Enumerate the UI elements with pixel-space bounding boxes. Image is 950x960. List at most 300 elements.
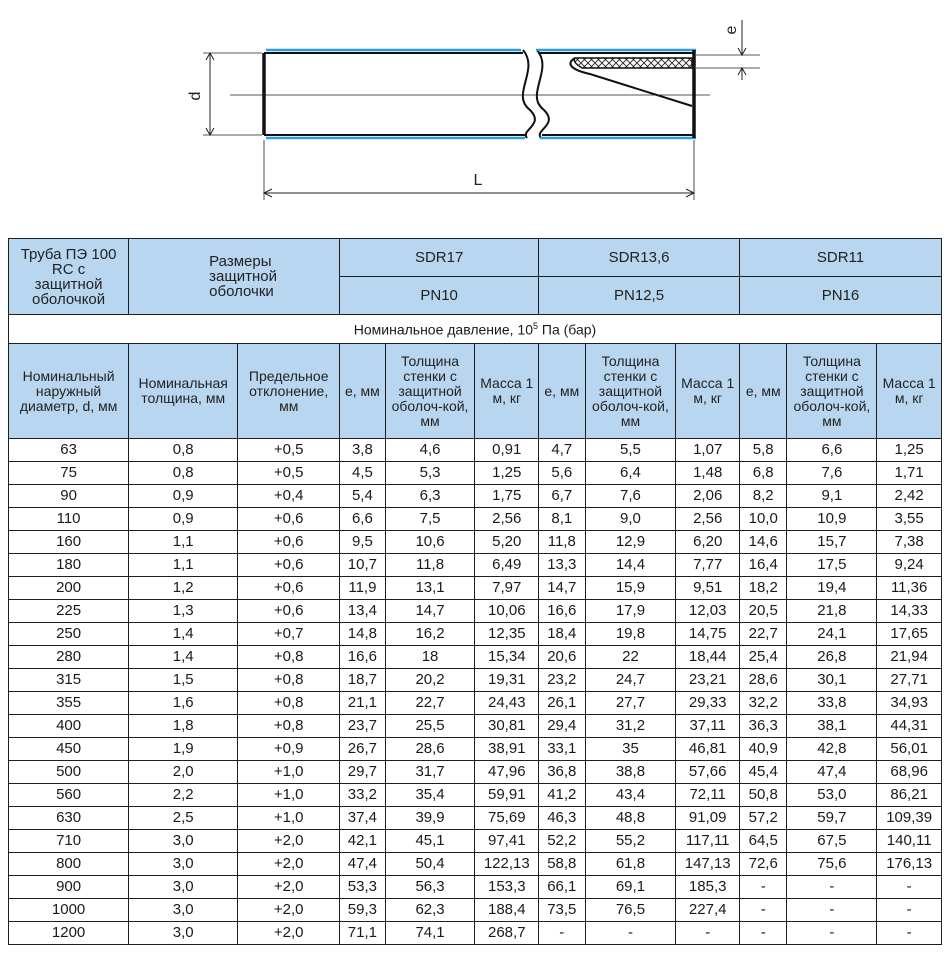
header-pn12-5: PN12,5: [539, 277, 740, 315]
table-row: [9, 830, 942, 853]
table-cell: 30,1: [787, 669, 877, 692]
table-cell: +0,5: [238, 462, 340, 485]
table-cell: +0,6: [238, 508, 340, 531]
table-cell: 4,7: [539, 439, 585, 462]
table-cell: 0,91: [475, 439, 539, 462]
header-sdr17: SDR17: [340, 239, 539, 277]
table-cell: 3,55: [877, 508, 942, 531]
table-cell: 55,2: [585, 830, 676, 853]
table-cell: 14,7: [385, 600, 475, 623]
table-cell: 33,2: [340, 784, 385, 807]
table-cell: -: [877, 899, 942, 922]
table-cell: 5,6: [539, 462, 585, 485]
table-cell: 13,4: [340, 600, 385, 623]
table-cell: 50,8: [740, 784, 787, 807]
table-cell: 18,2: [740, 577, 787, 600]
table-cell: 14,75: [676, 623, 740, 646]
table-cell: 11,8: [385, 554, 475, 577]
pipe-drawing: [0, 0, 950, 230]
table-cell: 10,06: [475, 600, 539, 623]
table-cell: 2,06: [676, 485, 740, 508]
table-cell: 10,9: [787, 508, 877, 531]
table-cell: 72,11: [676, 784, 740, 807]
table-cell: 33,8: [787, 692, 877, 715]
table-cell: 14,4: [585, 554, 676, 577]
table-cell: 39,9: [385, 807, 475, 830]
table-cell: +1,0: [238, 807, 340, 830]
table-cell: 22,7: [740, 623, 787, 646]
table-row: [9, 899, 942, 922]
table-cell: 86,21: [877, 784, 942, 807]
table-cell: 23,7: [340, 715, 385, 738]
table-cell: 27,71: [877, 669, 942, 692]
table-cell: 36,3: [740, 715, 787, 738]
table-cell: 19,4: [787, 577, 877, 600]
table-row: [9, 738, 942, 761]
table-cell: -: [585, 922, 676, 945]
table-cell: 46,81: [676, 738, 740, 761]
table-cell: +1,0: [238, 784, 340, 807]
table-row: [9, 646, 942, 669]
table-cell: +0,8: [238, 692, 340, 715]
table-cell: 91,09: [676, 807, 740, 830]
table-cell: 43,4: [585, 784, 676, 807]
table-cell: 38,8: [585, 761, 676, 784]
table-cell: +0,7: [238, 623, 340, 646]
table-cell: 68,96: [877, 761, 942, 784]
table-row: [9, 807, 942, 830]
table-cell: 47,4: [340, 853, 385, 876]
table-cell: 16,6: [340, 646, 385, 669]
table-row: [9, 600, 942, 623]
table-cell: 19,31: [475, 669, 539, 692]
table-cell: +0,5: [238, 439, 340, 462]
table-cell: +0,6: [238, 577, 340, 600]
table-cell: 23,2: [539, 669, 585, 692]
table-cell: 1,9: [129, 738, 238, 761]
table-cell: 11,9: [340, 577, 385, 600]
table-cell: 75,69: [475, 807, 539, 830]
table-cell: 14,8: [340, 623, 385, 646]
table-cell: 24,43: [475, 692, 539, 715]
table-cell: 31,2: [585, 715, 676, 738]
table-cell: 500: [9, 761, 129, 784]
table-cell: 9,24: [877, 554, 942, 577]
table-cell: -: [740, 922, 787, 945]
table-cell: 153,3: [475, 876, 539, 899]
col-e: е, мм: [539, 344, 585, 439]
table-cell: +0,9: [238, 738, 340, 761]
table-cell: 315: [9, 669, 129, 692]
table-cell: 1,4: [129, 646, 238, 669]
table-cell: 22,7: [385, 692, 475, 715]
table-cell: 1,71: [877, 462, 942, 485]
table-cell: 30,81: [475, 715, 539, 738]
table-cell: 1,6: [129, 692, 238, 715]
table-cell: 47,96: [475, 761, 539, 784]
table-cell: 17,9: [585, 600, 676, 623]
table-cell: 6,6: [340, 508, 385, 531]
table-cell: 200: [9, 577, 129, 600]
table-cell: +2,0: [238, 853, 340, 876]
table-cell: 280: [9, 646, 129, 669]
table-cell: -: [877, 876, 942, 899]
break-line-right: [537, 50, 549, 138]
table-cell: 5,5: [585, 439, 676, 462]
table-cell: 630: [9, 807, 129, 830]
table-cell: 23,21: [676, 669, 740, 692]
table-cell: 11,8: [539, 531, 585, 554]
table-cell: 1000: [9, 899, 129, 922]
table-cell: 1,2: [129, 577, 238, 600]
table-cell: 3,0: [129, 922, 238, 945]
table-cell: 1,48: [676, 462, 740, 485]
table-cell: 75: [9, 462, 129, 485]
table-cell: +0,4: [238, 485, 340, 508]
table-cell: 38,91: [475, 738, 539, 761]
header-shell-dims: Размеры защитной оболочки: [129, 239, 340, 315]
header-pipe: Труба ПЭ 100 RC с защитной оболочкой: [9, 239, 129, 315]
table-row: [9, 439, 942, 462]
table-cell: 74,1: [385, 922, 475, 945]
table-cell: 25,4: [740, 646, 787, 669]
table-cell: 250: [9, 623, 129, 646]
table-cell: 8,1: [539, 508, 585, 531]
header-pn16: PN16: [740, 277, 942, 315]
table-cell: 14,7: [539, 577, 585, 600]
table-cell: +0,6: [238, 600, 340, 623]
table-cell: 37,11: [676, 715, 740, 738]
table-cell: 14,6: [740, 531, 787, 554]
table-cell: 44,31: [877, 715, 942, 738]
header-pn10: PN10: [340, 277, 539, 315]
table-cell: 4,5: [340, 462, 385, 485]
table-cell: 16,4: [740, 554, 787, 577]
table-cell: 28,6: [740, 669, 787, 692]
table-cell: 16,2: [385, 623, 475, 646]
table-cell: 176,13: [877, 853, 942, 876]
table-cell: 63: [9, 439, 129, 462]
col-e: е, мм: [340, 344, 385, 439]
table-cell: 90: [9, 485, 129, 508]
table-cell: 22: [585, 646, 676, 669]
table-cell: 12,9: [585, 531, 676, 554]
table-cell: 11,36: [877, 577, 942, 600]
table-cell: 6,7: [539, 485, 585, 508]
table-cell: 0,8: [129, 462, 238, 485]
table-cell: 20,2: [385, 669, 475, 692]
table-cell: 33,1: [539, 738, 585, 761]
table-cell: 2,56: [676, 508, 740, 531]
col-mass: Масса 1 м, кг: [676, 344, 740, 439]
table-cell: 42,8: [787, 738, 877, 761]
table-cell: 3,0: [129, 876, 238, 899]
table-cell: 50,4: [385, 853, 475, 876]
table-cell: 56,01: [877, 738, 942, 761]
break-line-left: [523, 50, 535, 138]
table-cell: 38,1: [787, 715, 877, 738]
table-cell: 560: [9, 784, 129, 807]
table-cell: 355: [9, 692, 129, 715]
table-cell: 18,7: [340, 669, 385, 692]
shell-line-left: [266, 50, 525, 138]
table-cell: 450: [9, 738, 129, 761]
table-cell: 400: [9, 715, 129, 738]
dim-l-label: L: [473, 172, 483, 189]
table-cell: 71,1: [340, 922, 385, 945]
table-cell: 12,35: [475, 623, 539, 646]
table-cell: 0,9: [129, 485, 238, 508]
table-cell: 15,34: [475, 646, 539, 669]
col-wall: Толщина стенки с защитной оболоч-кой, мм: [385, 344, 475, 439]
table-row: [9, 508, 942, 531]
table-cell: 15,9: [585, 577, 676, 600]
table-cell: 3,8: [340, 439, 385, 462]
table-cell: 61,8: [585, 853, 676, 876]
table-cell: 1,3: [129, 600, 238, 623]
table-cell: 0,9: [129, 508, 238, 531]
table-cell: 7,97: [475, 577, 539, 600]
table-row: [9, 531, 942, 554]
table-cell: 5,8: [740, 439, 787, 462]
table-cell: 45,4: [740, 761, 787, 784]
table-cell: -: [539, 922, 585, 945]
table-cell: 9,1: [787, 485, 877, 508]
table-row: [9, 715, 942, 738]
table-row: [9, 577, 942, 600]
table-cell: 8,2: [740, 485, 787, 508]
table-cell: 4,6: [385, 439, 475, 462]
table-cell: 227,4: [676, 899, 740, 922]
table-cell: 59,7: [787, 807, 877, 830]
table-cell: -: [787, 922, 877, 945]
table-cell: 36,8: [539, 761, 585, 784]
table-cell: 42,1: [340, 830, 385, 853]
dim-d-label: d: [187, 91, 204, 101]
table-row: [9, 623, 942, 646]
table-cell: 1,4: [129, 623, 238, 646]
table-cell: 41,2: [539, 784, 585, 807]
table-cell: 268,7: [475, 922, 539, 945]
dim-e-label: e: [723, 25, 740, 35]
table-cell: 1,07: [676, 439, 740, 462]
table-cell: 69,1: [585, 876, 676, 899]
table-cell: 57,66: [676, 761, 740, 784]
table-cell: 2,2: [129, 784, 238, 807]
table-cell: 1,75: [475, 485, 539, 508]
table-cell: 7,6: [787, 462, 877, 485]
table-cell: 225: [9, 600, 129, 623]
table-cell: 188,4: [475, 899, 539, 922]
table-cell: 62,3: [385, 899, 475, 922]
table-cell: +2,0: [238, 922, 340, 945]
table-cell: 29,7: [340, 761, 385, 784]
table-cell: 9,51: [676, 577, 740, 600]
table-cell: 7,38: [877, 531, 942, 554]
table-cell: 37,4: [340, 807, 385, 830]
table-cell: 57,2: [740, 807, 787, 830]
table-cell: 26,8: [787, 646, 877, 669]
table-cell: 35,4: [385, 784, 475, 807]
table-cell: -: [877, 922, 942, 945]
table-cell: 66,1: [539, 876, 585, 899]
table-cell: 0,8: [129, 439, 238, 462]
table-cell: 18,44: [676, 646, 740, 669]
table-cell: 64,5: [740, 830, 787, 853]
header-sdr11: SDR11: [740, 239, 942, 277]
table-cell: 24,7: [585, 669, 676, 692]
table-cell: +2,0: [238, 899, 340, 922]
table-cell: 26,7: [340, 738, 385, 761]
table-cell: 58,8: [539, 853, 585, 876]
table-cell: 6,49: [475, 554, 539, 577]
table-cell: 1200: [9, 922, 129, 945]
table-cell: 59,91: [475, 784, 539, 807]
table-cell: 46,3: [539, 807, 585, 830]
table-cell: +0,6: [238, 531, 340, 554]
table-cell: 147,13: [676, 853, 740, 876]
table-cell: 109,39: [877, 807, 942, 830]
table-cell: 28,6: [385, 738, 475, 761]
table-cell: +0,8: [238, 669, 340, 692]
table-cell: -: [676, 922, 740, 945]
table-row: [9, 462, 942, 485]
table-cell: 35: [585, 738, 676, 761]
table-cell: 67,5: [787, 830, 877, 853]
table-cell: +0,8: [238, 715, 340, 738]
table-cell: 2,0: [129, 761, 238, 784]
table-cell: 21,94: [877, 646, 942, 669]
table-cell: 53,0: [787, 784, 877, 807]
table-cell: -: [787, 876, 877, 899]
table-cell: 5,3: [385, 462, 475, 485]
table-cell: 6,20: [676, 531, 740, 554]
col-mass: Масса 1 м, кг: [877, 344, 942, 439]
table-cell: -: [740, 876, 787, 899]
table-cell: 5,20: [475, 531, 539, 554]
table-cell: 56,3: [385, 876, 475, 899]
table-cell: 140,11: [877, 830, 942, 853]
table-cell: 47,4: [787, 761, 877, 784]
col-wall: Толщина стенки с защитной оболоч-кой, мм: [787, 344, 877, 439]
table-cell: 73,5: [539, 899, 585, 922]
table-cell: 26,1: [539, 692, 585, 715]
table-cell: 59,3: [340, 899, 385, 922]
table-cell: 6,4: [585, 462, 676, 485]
table-cell: 3,0: [129, 899, 238, 922]
table-cell: +0,8: [238, 646, 340, 669]
table-row: [9, 853, 942, 876]
table-row: [9, 669, 942, 692]
table-cell: 75,6: [787, 853, 877, 876]
table-cell: +2,0: [238, 830, 340, 853]
table-cell: 2,5: [129, 807, 238, 830]
table-cell: 10,0: [740, 508, 787, 531]
table-cell: 48,8: [585, 807, 676, 830]
table-cell: 7,6: [585, 485, 676, 508]
table-cell: 32,2: [740, 692, 787, 715]
table-cell: 13,3: [539, 554, 585, 577]
table-cell: 117,11: [676, 830, 740, 853]
table-row: [9, 922, 942, 945]
table-cell: 1,1: [129, 531, 238, 554]
table-cell: 14,33: [877, 600, 942, 623]
col-wall: Толщина стенки с защитной оболоч-кой, мм: [585, 344, 676, 439]
table-cell: 1,5: [129, 669, 238, 692]
table-cell: 16,6: [539, 600, 585, 623]
table-cell: 180: [9, 554, 129, 577]
table-cell: 3,0: [129, 830, 238, 853]
table-cell: 7,5: [385, 508, 475, 531]
table-cell: 10,7: [340, 554, 385, 577]
table-cell: 29,33: [676, 692, 740, 715]
table-row: [9, 784, 942, 807]
wall-section-hatch: [574, 58, 692, 68]
table-cell: 160: [9, 531, 129, 554]
table-cell: 17,65: [877, 623, 942, 646]
pipe-body-left: [264, 53, 527, 135]
table-cell: 1,25: [475, 462, 539, 485]
table-row: [9, 692, 942, 715]
table-cell: 9,0: [585, 508, 676, 531]
col-e: е, мм: [740, 344, 787, 439]
table-cell: 19,8: [585, 623, 676, 646]
col-diameter: Номинальный наружный диаметр, d, мм: [9, 344, 129, 439]
spec-table: [8, 238, 942, 945]
table-cell: 21,1: [340, 692, 385, 715]
table-cell: 76,5: [585, 899, 676, 922]
table-cell: 122,13: [475, 853, 539, 876]
table-cell: 27,7: [585, 692, 676, 715]
table-cell: 1,8: [129, 715, 238, 738]
table-cell: 1,25: [877, 439, 942, 462]
header-sdr13-6: SDR13,6: [539, 239, 740, 277]
table-row: [9, 485, 942, 508]
table-row: [9, 876, 942, 899]
table-cell: 15,7: [787, 531, 877, 554]
table-cell: 12,03: [676, 600, 740, 623]
table-cell: +0,6: [238, 554, 340, 577]
table-row: [9, 554, 942, 577]
table-cell: 185,3: [676, 876, 740, 899]
table-cell: 24,1: [787, 623, 877, 646]
table-cell: 53,3: [340, 876, 385, 899]
table-cell: 800: [9, 853, 129, 876]
table-cell: 97,41: [475, 830, 539, 853]
col-thickness: Номинальная толщина, мм: [129, 344, 238, 439]
table-cell: 5,4: [340, 485, 385, 508]
table-cell: 17,5: [787, 554, 877, 577]
table-cell: 20,5: [740, 600, 787, 623]
table-cell: 6,6: [787, 439, 877, 462]
table-cell: 45,1: [385, 830, 475, 853]
table-cell: 34,93: [877, 692, 942, 715]
table-cell: 2,56: [475, 508, 539, 531]
table-cell: 20,6: [539, 646, 585, 669]
table-cell: 40,9: [740, 738, 787, 761]
table-cell: 2,42: [877, 485, 942, 508]
table-cell: 7,77: [676, 554, 740, 577]
table-cell: 9,5: [340, 531, 385, 554]
table-cell: -: [787, 899, 877, 922]
table-cell: +1,0: [238, 761, 340, 784]
pressure-note: Номинальное давление, $10^5$ Па (бар): [9, 315, 942, 344]
table-cell: 52,2: [539, 830, 585, 853]
table-row: [9, 761, 942, 784]
table-cell: 18,4: [539, 623, 585, 646]
table-cell: +2,0: [238, 876, 340, 899]
col-deviation: Предельное отклонение, мм: [238, 344, 340, 439]
